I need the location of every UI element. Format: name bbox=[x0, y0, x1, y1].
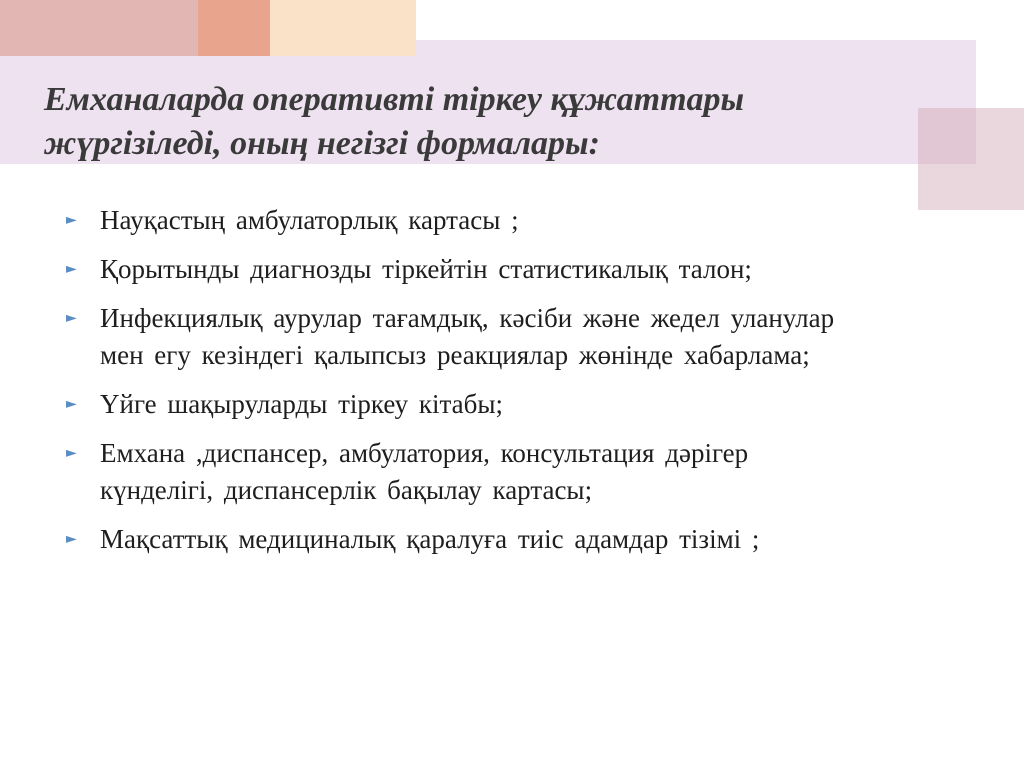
triangle-bullet-icon: ► bbox=[66, 396, 77, 412]
triangle-bullet-icon: ► bbox=[66, 212, 77, 228]
bullet-text bbox=[100, 300, 834, 374]
bullet-item bbox=[66, 202, 986, 239]
bullet-line: Инфекциялық аурулар тағамдық, кәсіби және жедел уланулар bbox=[100, 303, 835, 333]
bullet-line: Науқастың амбулаторлық картасы ; bbox=[100, 205, 519, 235]
slide-title-line: Емханаларда оперативті тіркеу құжаттары bbox=[44, 81, 745, 118]
triangle-bullet-icon: ► bbox=[66, 531, 77, 547]
bullet-item bbox=[66, 386, 986, 423]
slide-title bbox=[44, 78, 914, 166]
decor-block-peach bbox=[270, 0, 416, 56]
bullet-line: Үйге шақыруларды тіркеу кітабы; bbox=[100, 389, 504, 419]
decor-block-salmon bbox=[198, 0, 270, 56]
bullet-item bbox=[66, 435, 986, 509]
decor-block-pink bbox=[0, 0, 198, 56]
decor-block-right-overlap bbox=[918, 108, 976, 164]
triangle-bullet-icon: ► bbox=[66, 445, 77, 461]
bullet-line: Қорытынды диагнозды тіркейтін статистикалық талон; bbox=[100, 254, 752, 284]
bullet-line: күнделігі, диспансерлік бақылау картасы; bbox=[100, 475, 593, 505]
bullet-item bbox=[66, 251, 986, 288]
bullet-text bbox=[100, 202, 519, 239]
bullet-text bbox=[100, 521, 759, 558]
bullet-line: мен егу кезіндегі қалыпсыз реакциялар жөнінде хабарлама; bbox=[100, 340, 810, 370]
bullet-text bbox=[100, 386, 503, 423]
bullet-item bbox=[66, 521, 986, 558]
bullet-line: Мақсаттық медициналық қаралуға тиіс адамдар тізімі ; bbox=[100, 524, 760, 554]
triangle-bullet-icon: ► bbox=[66, 261, 77, 277]
bullet-item bbox=[66, 300, 986, 374]
triangle-bullet-icon: ► bbox=[66, 310, 77, 326]
bullet-text bbox=[100, 435, 748, 509]
slide-title-line: жүргізіледі, оның негізгі формалары: bbox=[44, 125, 600, 162]
bullet-text bbox=[100, 251, 752, 288]
bullet-line: Емхана ,диспансер, амбулатория, консультация дәрігер bbox=[100, 438, 749, 468]
bullet-list bbox=[66, 202, 986, 570]
